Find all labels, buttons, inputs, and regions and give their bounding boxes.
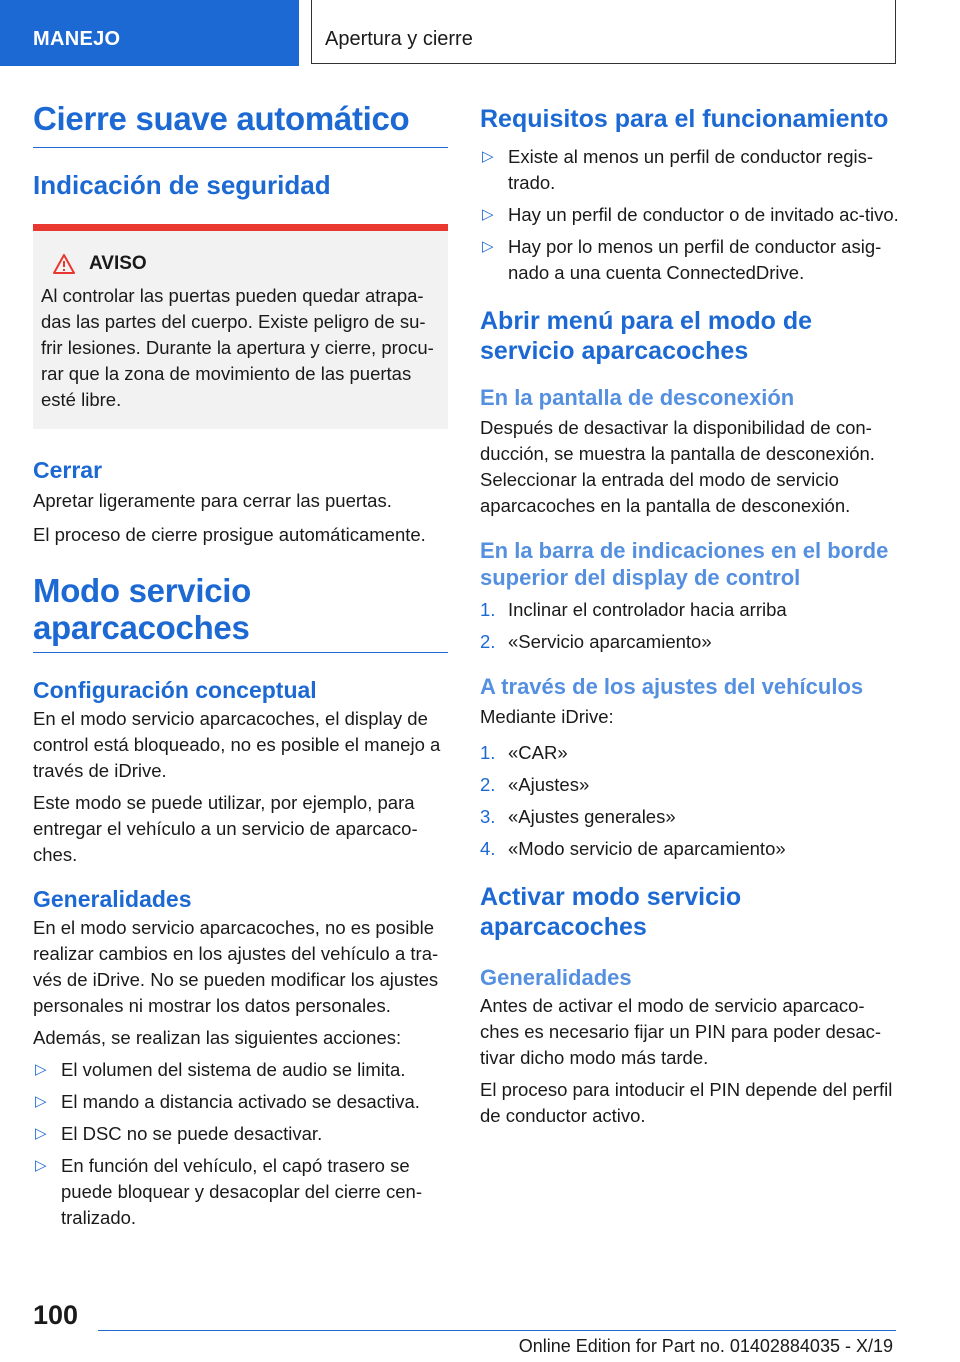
triangle-right-icon: ▷ xyxy=(482,206,494,223)
heading-cerrar: Cerrar xyxy=(33,457,103,483)
generalidades-paragraph-1: En el modo servicio aparcacoches, no es posible realizar cambios en los ajustes del vehículo a tra-vés de iDrive. No se pueden modificar los ajustes personales ni mostrar los datos personales. xyxy=(33,917,439,1016)
list-item: 2. «Ajustes» xyxy=(480,774,590,795)
barra-list xyxy=(480,597,900,655)
warning-triangle-icon xyxy=(53,254,75,274)
heading-requisitos: Requisitos para el funcionamiento xyxy=(480,105,889,133)
heading-abrir-menu: Abrir menú para el modo de servicio aparcacoches xyxy=(480,307,813,365)
pantalla-paragraph: Después de desactivar la disponibilidad de con-ducción, se muestra la pantalla de desconexión. Seleccionar la entrada del modo de servicio aparcacoches en la pantalla de desconexión. xyxy=(480,417,875,516)
list-item: 4. «Modo servicio de aparcamiento» xyxy=(480,838,786,859)
footer-edition: Online Edition for Part no. 01402884035 - X/19 xyxy=(518,1336,893,1356)
generalidades-2-paragraph-2: El proceso para intoducir el PIN depende del perfil de conductor activo. xyxy=(480,1079,893,1126)
list-item: ▷ Hay un perfil de conductor o de invitado ac-tivo. xyxy=(480,202,900,228)
heading-pantalla-desconexion: En la pantalla de desconexión xyxy=(480,385,795,410)
ajustes-list xyxy=(480,740,900,862)
list-item: 2. «Servicio aparcamiento» xyxy=(480,631,712,652)
heading-generalidades: Generalidades xyxy=(33,886,192,912)
generalidades-paragraph-2: Además, se realizan las siguientes acciones: xyxy=(33,1027,402,1048)
header-section-tab: MANEJO xyxy=(0,0,299,66)
list-item: ▷ Hay por lo menos un perfil de conductor asig-nado a una cuenta ConnectedDrive. xyxy=(482,236,882,283)
cerrar-paragraph-1: Apretar ligeramente para cerrar las puertas. xyxy=(33,490,392,511)
list-item: ▷ El volumen del sistema de audio se limita. xyxy=(33,1057,448,1083)
requisitos-list xyxy=(480,144,900,286)
heading-cierre-suave: Cierre suave automático xyxy=(33,100,448,148)
triangle-right-icon: ▷ xyxy=(482,238,494,255)
list-item: ▷ El mando a distancia activado se desactiva. xyxy=(33,1089,448,1115)
left-column xyxy=(33,100,448,1237)
warning-box xyxy=(33,224,448,429)
footer-rule xyxy=(98,1330,896,1331)
triangle-right-icon: ▷ xyxy=(482,148,494,165)
triangle-right-icon: ▷ xyxy=(35,1157,47,1174)
warning-title: AVISO xyxy=(89,253,147,274)
heading-indicacion-seguridad: Indicación de seguridad xyxy=(33,170,331,200)
list-item: 3. «Ajustes generales» xyxy=(480,806,676,827)
heading-configuracion: Configuración conceptual xyxy=(33,677,317,703)
ajustes-paragraph: Mediante iDrive: xyxy=(480,706,614,727)
right-column xyxy=(480,104,900,1129)
triangle-right-icon: ▷ xyxy=(35,1093,47,1110)
header-chapter-title: Apertura y cierre xyxy=(311,0,896,64)
heading-ajustes-vehiculos: A través de los ajustes del vehículos xyxy=(480,674,864,699)
warning-text: Al controlar las puertas pueden quedar atrapa-das las partes del cuerpo. Existe peligro de su-frir lesiones. Durante la apertura y cierre, procu-rar que la zona de movimiento de las puertas esté libre. xyxy=(41,285,434,410)
cerrar-paragraph-2: El proceso de cierre prosigue automáticamente. xyxy=(33,524,426,545)
list-item: 1. «CAR» xyxy=(480,742,568,763)
list-item: 1. Inclinar el controlador hacia arriba xyxy=(480,599,787,620)
heading-barra-indicaciones: En la barra de indicaciones en el borde superior del display de control xyxy=(480,538,889,590)
triangle-right-icon: ▷ xyxy=(35,1061,47,1078)
heading-modo-servicio: Modo servicio aparcacoches xyxy=(33,572,448,653)
list-item: ▷ El DSC no se puede desactivar. xyxy=(33,1121,448,1147)
triangle-right-icon: ▷ xyxy=(35,1125,47,1142)
heading-activar-modo: Activar modo servicio aparcacoches xyxy=(480,883,742,941)
heading-generalidades-2: Generalidades xyxy=(480,965,632,990)
generalidades-list xyxy=(33,1057,448,1231)
generalidades-2-paragraph-1: Antes de activar el modo de servicio aparcaco-ches es necesario fijar un PIN para poder desac-tivar dicho modo más tarde. xyxy=(480,995,882,1068)
config-paragraph-2: Este modo se puede utilizar, por ejemplo, para entregar el vehículo a un servicio de aparcaco-ches. xyxy=(33,792,418,865)
list-item: ▷ Existe al menos un perfil de conductor regis-trado. xyxy=(482,146,874,193)
config-paragraph-1: En el modo servicio aparcacoches, el display de control está bloqueado, no es posible el manejo a través de iDrive. xyxy=(33,708,441,781)
list-item: ▷ En función del vehículo, el capó trasero se puede bloquear y desacoplar del cierre cen-tralizado. xyxy=(35,1155,422,1228)
page-number: 100 xyxy=(33,1300,79,1330)
